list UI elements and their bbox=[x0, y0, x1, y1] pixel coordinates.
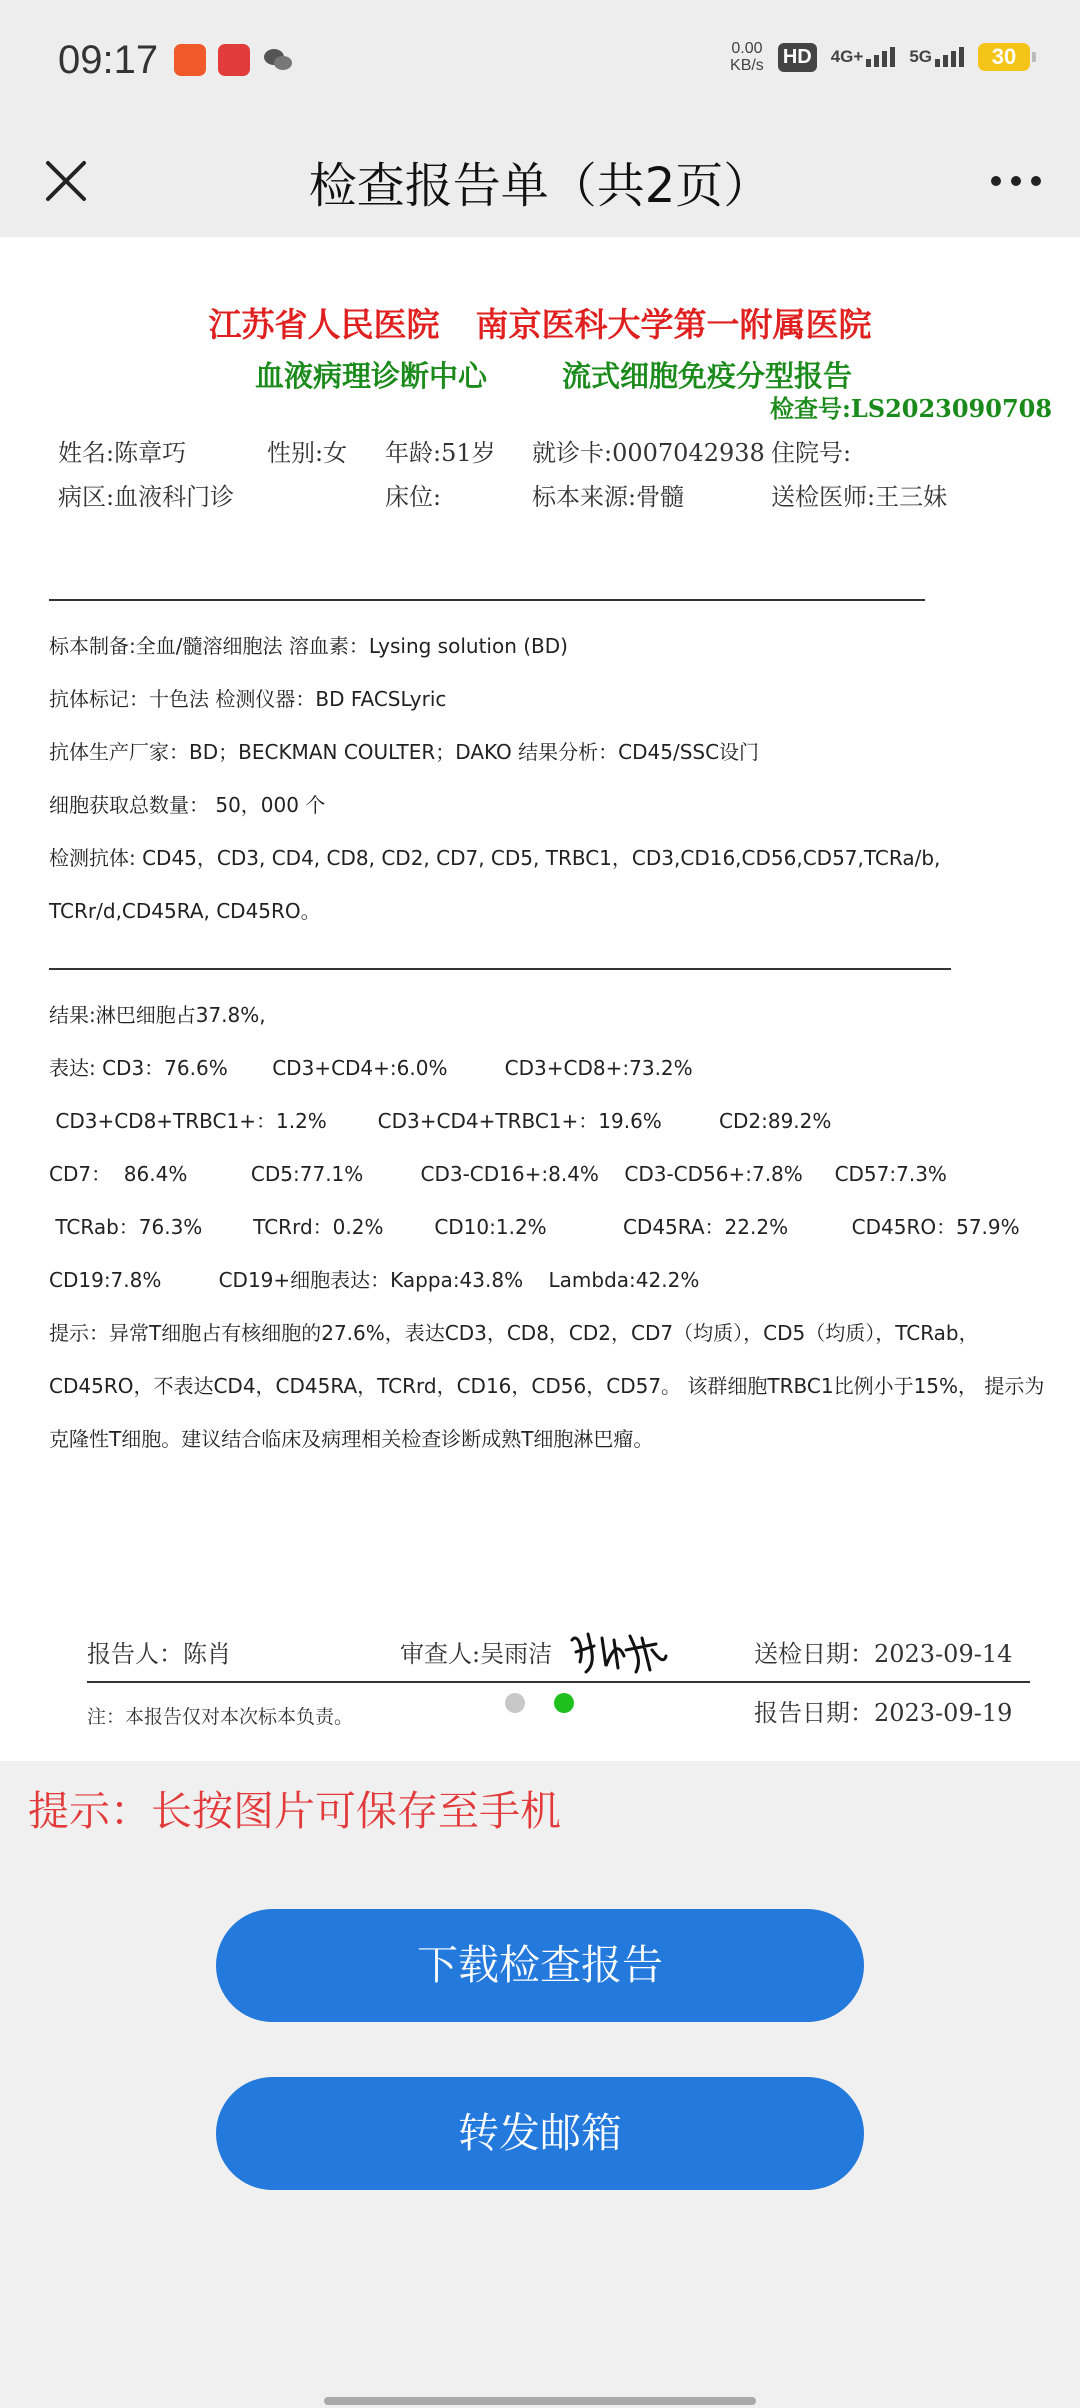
reporter: 报告人：陈肖 bbox=[87, 1640, 231, 1668]
save-hint: 提示：长按图片可保存至手机 bbox=[28, 1787, 561, 1835]
ward: 病区:血液科门诊 bbox=[58, 483, 235, 511]
result-line: 提示：异常T细胞占有核细胞的27.6%，表达CD3，CD8，CD2，CD7（均质），CD5（均质），TCRab， bbox=[49, 1321, 979, 1345]
result-line: TCRab：76.3% TCRrd：0.2% CD10:1.2% CD45RA：22.2% CD45RO：57.9% bbox=[49, 1215, 1020, 1239]
home-indicator[interactable] bbox=[324, 2397, 756, 2405]
status-indicators bbox=[730, 40, 1030, 74]
method-line: TCRr/d,CD45RA, CD45RO。 bbox=[49, 899, 321, 923]
referring-doctor: 送检医师:王三妹 bbox=[771, 483, 948, 511]
method-line: 抗体标记：十色法 检测仪器：BD FACSLyric bbox=[49, 687, 447, 711]
health-app-icon bbox=[218, 44, 250, 76]
more-icon[interactable] bbox=[980, 145, 1052, 217]
result-line: CD45RO，不表达CD4，CD45RA，TCRrd，CD16，CD56，CD57。 该群细胞TRBC1比例小于15%， 提示为 bbox=[49, 1374, 1045, 1398]
divider bbox=[87, 1681, 1030, 1683]
net-speed bbox=[730, 40, 764, 74]
patient-sex: 性别:女 bbox=[267, 439, 348, 467]
title-bar bbox=[0, 125, 1080, 237]
hospital-name-1: 江苏省人民医院 bbox=[208, 305, 440, 344]
patient-age: 年龄:51岁 bbox=[385, 439, 496, 467]
result-line: CD3+CD8+TRBC1+：1.2% CD3+CD4+TRBC1+：19.6% CD2:89.2% bbox=[49, 1109, 832, 1133]
method-line: 标本制备:全血/髓溶细胞法 溶血素：Lysing solution (BD) bbox=[49, 634, 568, 658]
page-dot-2[interactable] bbox=[554, 1693, 574, 1713]
speed-unit: KB/s bbox=[730, 57, 764, 74]
hd-badge: HD bbox=[778, 43, 817, 72]
report-type: 流式细胞免疫分型报告 bbox=[562, 359, 853, 393]
method-line: 细胞获取总数量： 50，000 个 bbox=[49, 793, 326, 817]
signature-image bbox=[566, 1620, 670, 1678]
signal-4g-icon bbox=[831, 47, 896, 67]
kuaishou-icon bbox=[174, 44, 206, 76]
result-line: CD7： 86.4% CD5:77.1% CD3-CD16+:8.4% CD3-CD56+:7.8% CD57:7.3% bbox=[49, 1162, 947, 1186]
exam-number: 检查号:LS2023090708 bbox=[770, 394, 1053, 423]
net2-label: 5G bbox=[909, 47, 932, 66]
report-date: 报告日期：2023-09-19 bbox=[754, 1699, 1013, 1727]
reviewer: 审查人:吴雨洁 bbox=[400, 1640, 553, 1668]
method-line: 检测抗体: CD45，CD3, CD4, CD8, CD2, CD7, CD5, TRBC1，CD3,CD16,CD56,CD57,TCRa/b, bbox=[49, 846, 941, 870]
page-dot-1[interactable] bbox=[505, 1693, 525, 1713]
status-bar bbox=[0, 0, 1080, 125]
report-note: 注：本报告仅对本次标本负责。 bbox=[87, 1706, 354, 1728]
speed-value: 0.00 bbox=[731, 40, 763, 57]
inpatient-number: 住院号: bbox=[771, 439, 852, 467]
wechat-icon bbox=[262, 44, 294, 76]
report-image[interactable] bbox=[0, 237, 1080, 1761]
forward-email-button[interactable]: 转发邮箱 bbox=[216, 2077, 864, 2190]
result-line: 结果:淋巴细胞占37.8%, bbox=[49, 1003, 266, 1027]
hospital-header bbox=[0, 299, 1080, 346]
battery-icon: 30 bbox=[978, 43, 1030, 71]
result-line: CD19:7.8% CD19+细胞表达：Kappa:43.8% Lambda:42.2% bbox=[49, 1268, 700, 1292]
send-date: 送检日期：2023-09-14 bbox=[754, 1640, 1013, 1668]
hospital-name-2: 南京医科大学第一附属医院 bbox=[475, 305, 872, 344]
page-title: 检查报告单（共2页） bbox=[308, 158, 772, 214]
clinic-card: 就诊卡:0007042938 bbox=[532, 439, 765, 467]
download-report-button[interactable]: 下载检查报告 bbox=[216, 1909, 864, 2022]
divider bbox=[49, 968, 951, 970]
bed: 床位: bbox=[385, 483, 442, 511]
patient-name: 姓名:陈章巧 bbox=[58, 439, 187, 467]
sample-source: 标本来源:骨髓 bbox=[532, 483, 685, 511]
method-line: 抗体生产厂家：BD；BECKMAN COULTER；DAKO 结果分析：CD45/SSC设门 bbox=[49, 740, 760, 764]
result-line: 表达: CD3：76.6% CD3+CD4+:6.0% CD3+CD8+:73.2% bbox=[49, 1056, 693, 1080]
divider bbox=[49, 599, 925, 601]
net1-label: 4G+ bbox=[830, 47, 864, 66]
department-name: 血液病理诊断中心 bbox=[255, 359, 488, 393]
result-line: 克隆性T细胞。建议结合临床及病理相关检查诊断成熟T细胞淋巴瘤。 bbox=[49, 1427, 654, 1451]
status-time: 09:17 bbox=[58, 38, 159, 82]
signal-5g-icon bbox=[909, 47, 964, 67]
